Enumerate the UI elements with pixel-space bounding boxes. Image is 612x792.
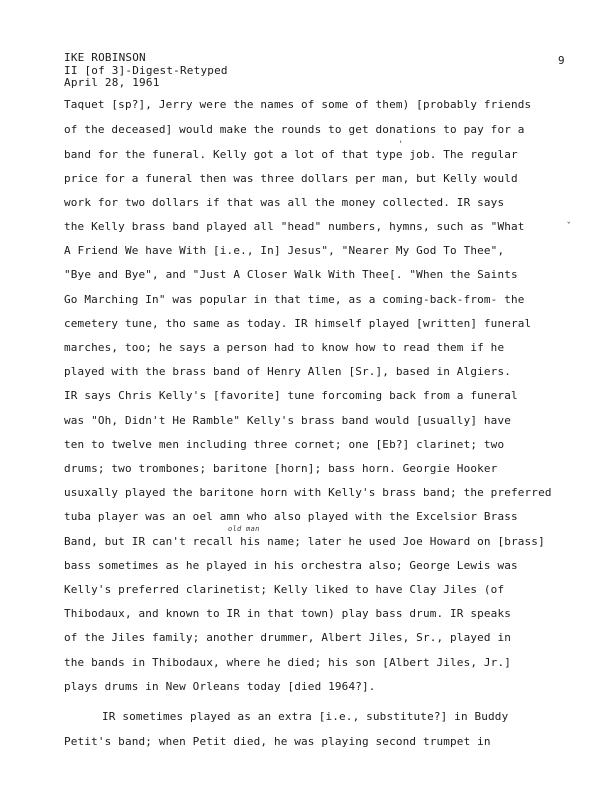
header-reel: II [of 3]-Digest-Retyped (64, 63, 228, 77)
text-line: ten to twelve men including three cornet; one [Eb?] clarinet; two (64, 438, 505, 451)
text-line: price for a funeral then was three dollars per man, but Kelly would (64, 172, 518, 185)
text-line: Band, but IR can't recall his name; later he used Joe Howard on [brass] (64, 535, 545, 548)
text-line: Thibodaux, and known to IR in that town) play bass drum. IR speaks (64, 607, 511, 620)
pen-mark: ˇ (566, 222, 572, 232)
page-header (64, 52, 228, 90)
text-line: played with the brass band of Henry Allen [Sr.], based in Algiers. (64, 365, 511, 378)
text-line: the bands in Thibodaux, where he died; his son [Albert Jiles, Jr.] (64, 656, 511, 669)
text-line: IR sometimes played as an extra [i.e., substitute?] in Buddy (102, 710, 509, 723)
text-line: tuba player was an oel amn who also played with the Excelsior Brass (64, 510, 518, 523)
text-line: plays drums in New Orleans today [died 1964?]. (64, 680, 376, 693)
text-line: A Friend We have With [i.e., In] Jesus", "Nearer My God To Thee", (64, 244, 505, 257)
text-line: work for two dollars if that was all the money collected. IR says (64, 196, 505, 209)
text-line: band for the funeral. Kelly got a lot of that type job. The regular (64, 148, 518, 161)
text-line: Taquet [sp?], Jerry were the names of some of them) [probably friends (64, 98, 532, 111)
text-line: of the deceased] would make the rounds to get donations to pay for a (64, 123, 525, 136)
text-line: "Bye and Bye", and "Just A Closer Walk With Thee[. "When the Saints (64, 268, 518, 281)
text-line: cemetery tune, tho same as today. IR himself played [written] funeral (64, 317, 532, 330)
text-line: usuxally played the baritone horn with Kelly's brass band; the preferred (64, 486, 552, 499)
text-line: bass sometimes as he played in his orchestra also; George Lewis was (64, 559, 518, 572)
pen-mark: ' (398, 140, 404, 150)
text-line: Kelly's preferred clarinetist; Kelly liked to have Clay Jiles (of (64, 583, 505, 596)
text-line: Go Marching In" was popular in that time, as a coming-back-from- the (64, 293, 525, 306)
text-line: marches, too; he says a person had to know how to read them if he (64, 341, 505, 354)
handwritten-annotation: old man (228, 525, 260, 533)
text-line: of the Jiles family; another drummer, Albert Jiles, Sr., played in (64, 631, 511, 644)
text-line: IR says Chris Kelly's [favorite] tune forcoming back from a funeral (64, 389, 518, 402)
page-number: 9 (558, 54, 565, 67)
header-date: April 28, 1961 (64, 76, 160, 89)
text-line: the Kelly brass band played all "head" numbers, hymns, such as "What (64, 220, 525, 233)
text-line: was "Oh, Didn't He Ramble" Kelly's brass band would [usually] have (64, 414, 511, 427)
text-line: drums; two trombones; baritone [horn]; bass horn. Georgie Hooker (64, 462, 498, 475)
text-line: Petit's band; when Petit died, he was playing second trumpet in (64, 735, 491, 748)
header-name: IKE ROBINSON (64, 51, 146, 64)
